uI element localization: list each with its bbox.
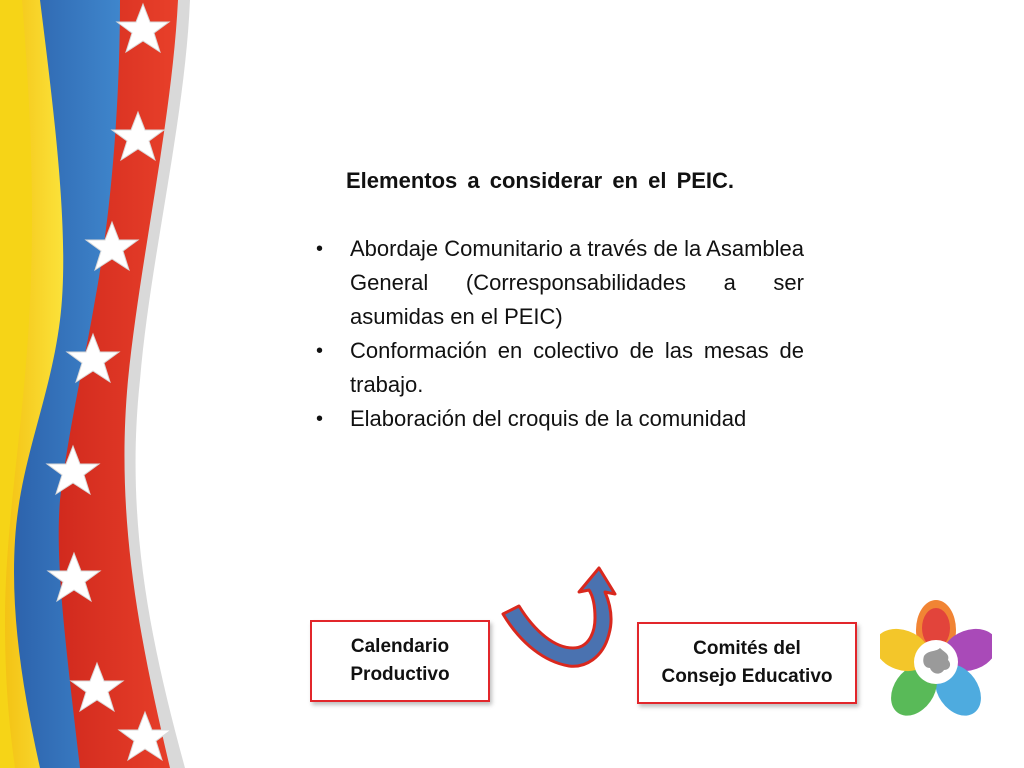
list-item: • Abordaje Comunitario a través de la Asamblea General (Corresponsabilidades a ser asumidas en el PEIC) (316, 232, 804, 334)
box-label-line: Consejo Educativo (661, 666, 833, 687)
flag-decoration (0, 0, 220, 768)
list-item: • Conformación en colectivo de las mesas de trabajo. (316, 334, 804, 402)
bullet-list (316, 232, 804, 436)
comites-consejo-educativo-box (637, 622, 857, 704)
calendario-productivo-box (310, 620, 490, 702)
curved-arrow-icon (495, 562, 625, 672)
slide-title: Elementos a considerar en el PEIC. (346, 168, 735, 193)
box-label-line: Calendario (350, 636, 450, 657)
list-item: • Elaboración del croquis de la comunidad (316, 402, 804, 436)
flower-logo-icon (880, 598, 992, 716)
box-label-line: Comités del (693, 638, 801, 659)
box-label-line: Productivo (350, 664, 450, 685)
